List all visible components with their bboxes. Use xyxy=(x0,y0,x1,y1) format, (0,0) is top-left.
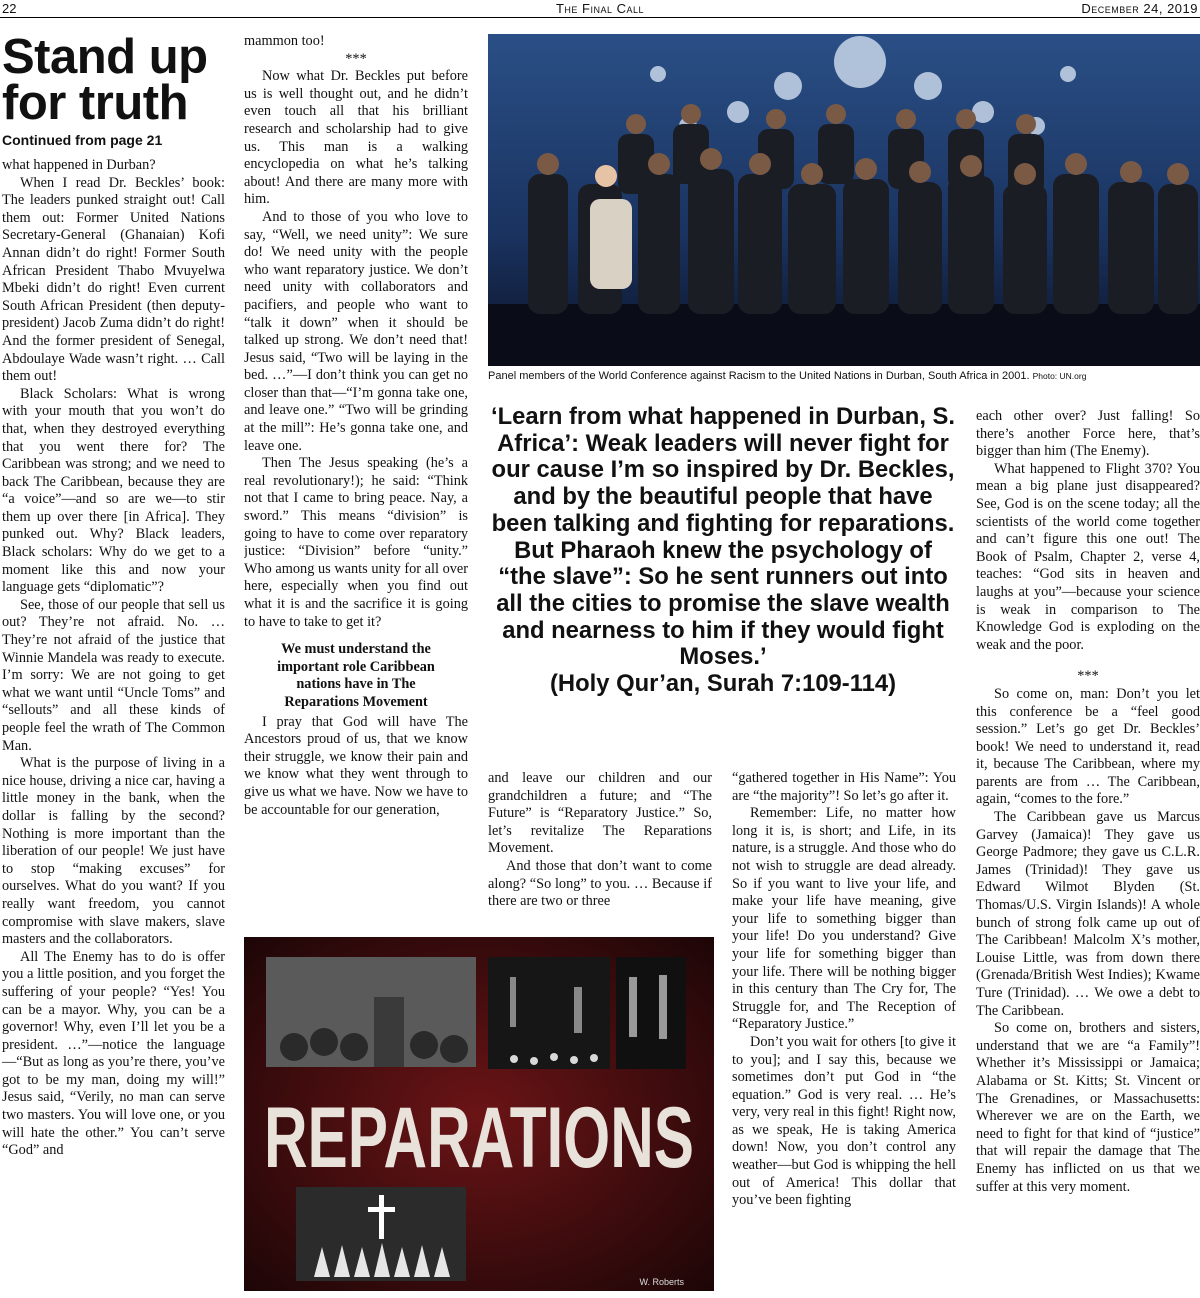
paragraph: Then The Jesus speaking (he’s a real revolutionary!); he said: “Think not that I came to bring peace. Nay, a sword.” This means “division” is going to have to come over reparatory justice: “Division” before “unity.” Who among us wants unity for all over here, especially when you find out what it is and the sacrifice it is going to have to take to get it? xyxy=(244,455,468,630)
caption-text: Panel members of the World Conference against Racism to the United Nations in Durban, South Africa in 2001. xyxy=(488,370,1030,382)
photo-credit: Photo: UN.org xyxy=(1032,371,1087,381)
pull-quote xyxy=(488,404,958,698)
subheading: We must understand the important role Caribbean nations have in The Reparations Movement xyxy=(277,641,435,710)
pull-quote-source: (Holy Qur’an, Surah 7:109-114) xyxy=(549,670,897,698)
section-break: *** xyxy=(1077,668,1099,685)
paragraph: Now what Dr. Beckles put before us is well thought out, and he didn’t even touch all that his brilliant research and scholarship had to give us. This man is a walking encyclopedia on what he’s talking about! And there are many more with him. xyxy=(244,68,468,208)
headline-line-2: for truth xyxy=(2,76,188,130)
paragraph: mammon too! xyxy=(244,33,325,49)
paragraph: each other over? Just falling! So there’s another Force here, that’s bigger than him (The Enemy). xyxy=(976,408,1200,460)
paragraph: Remember: Life, no matter how long it is, is short; and Life, in its nature, is a struggle. And those who do not wish to struggle are dead already. So if you want to live your life, and make your life have meaning, give your life to something bigger than your life! Do you understand? Give your life for something bigger than your life. There will be nothing bigger in this century than The Cry for, The Struggle for, and The Reception of “Reparatory Justice.” xyxy=(732,805,956,1033)
issue-date: December 24, 2019 xyxy=(1081,1,1198,16)
page-number: 22 xyxy=(2,1,17,16)
paragraph: What is the purpose of living in a nice house, driving a nice car, having a little money in the bank, when the dollar is falling by the second? Nothing is more important than the liberation of our people! We just have to stop “making excuses” for ourselves. What do you want? If you really want freedom, you cannot compromise with slave makers, slave masters and the collaborators. xyxy=(2,755,225,948)
paragraph: When I read Dr. Beckles’ book: The leaders punked straight out! Call them out: Former United Nations Secretary-General (Ghanaian) Kofi Annan didn’t do right! Former South African President Thabo Mvuyelwa Mbeki didn’t do right! Even current South African President (then deputy-president) Jacob Zuma didn’t do right! And the former president of Senegal, Abdoulaye Wade wasn’t right. … Call them out! xyxy=(2,174,225,385)
paragraph: All The Enemy has to do is offer you a little position, and you forget the suffering of your people? “Yes! You can be a mayor. Why, you can be a governor! Why, even I’ll let you be a president. …”—notice the language—“But as long as you’re there, you’ve got to be my man, doing my will!” Jesus said, “Verily, no man can serve two masters. You will love one, or you will hate the other.” You can’t serve “God” and xyxy=(2,948,225,1159)
article-column-3 xyxy=(488,770,712,922)
paragraph: Don’t you wait for others [to give it to you]; and I say this, because we sometimes don’t put God in “the equation.” God is very real. … He’s very, very real in this fight! Right now, as we speak, He is taking America down! Now, you don’t control any weather—but God is whipping the hell out of America! This dollar that you’ve been fighting xyxy=(732,1033,956,1209)
paragraph: So come on, brothers and sisters, understand that we are “a Family”! Whether it’s Mississippi or Jamaica; Alabama or St. Kitts; St. Vincent or The Grenadines, or Massachusetts: Wherever we are on the Earth, we need to fight for that kind of “justice” that will repair the damage that The Enemy has inflicted on us that we suffer at this very moment. xyxy=(976,1020,1200,1195)
paragraph: and leave our children and our grandchildren a future; and “The Future” is “Reparatory Justice.” So, let’s revitalize The Reparations Movement. xyxy=(488,770,712,857)
graphic-credit: W. Roberts xyxy=(639,1277,684,1287)
paragraph: what happened in Durban? xyxy=(2,157,156,173)
publication-name: The Final Call xyxy=(555,1,645,16)
continued-from: Continued from page 21 xyxy=(2,132,163,148)
headline xyxy=(2,30,238,130)
photo-caption xyxy=(488,370,1200,383)
headline-line-1: Stand up xyxy=(2,30,208,84)
reparations-graphic xyxy=(244,937,714,1291)
article-column-2 xyxy=(244,33,468,923)
article-column-5 xyxy=(976,408,1200,1298)
paragraph: The Caribbean gave us Marcus Garvey (Jamaica)! They gave us George Padmore; they gave us C.L.R. James (Trinidad)! They gave us Edward Wilmot Blyden (St. Thomas/U.S. Virgin Islands)! A whole bunch of strong folk came up out of The Caribbean! Malcolm X’s mother, Louise Little, was from down there (Grenada/British West Indies); Kwame Ture (Trinidad). … We owe a debt to The Caribbean. xyxy=(976,809,1200,1019)
paragraph: “gathered together in His Name”: You are “the majority”! So let’s go after it. xyxy=(732,770,956,804)
page-header xyxy=(0,0,1200,18)
paragraph: What happened to Flight 370? You mean a big plane just disappeared? See, God is on the scene today; all the scientists of the world come together and can’t figure this one out! The Book of Psalm, Chapter 2, verse 4, teaches: “God sits in heaven and laughs at you”—because your science is weak in comparison to The Knowledge God is exploding on the weak and the poor. xyxy=(976,460,1200,653)
article-column-4 xyxy=(732,770,956,1298)
paragraph: Black Scholars: What is wrong with your mouth that you won’t do that, when they destroyed everything that you went there for? The Caribbean was strong; and we need to back The Caribbean, because they are “a voice”—and so are we—to stir them up over there [in Africa]. They punked out. Why? Black leaders, Black scholars: Why do we get to a moment like this and now your language gets “diplomatic”? xyxy=(2,385,225,596)
paragraph: And those that don’t want to come along? “So long” to you. … Because if there are two or three xyxy=(488,857,712,910)
paragraph: So come on, man: Don’t you let this conference be a “feel good session.” Let’s go get Dr. Beckles’ book! We need to understand it, read it, because The Caribbean, where my parents are from … The Caribbean, again, “comes to the fore.” xyxy=(976,685,1200,808)
article-column-1 xyxy=(2,157,225,1297)
reparations-title: REPARATIONS xyxy=(264,1090,694,1186)
section-break: *** xyxy=(345,50,367,67)
paragraph: And to those of you who love to say, “Well, we need unity”: We sure do! We need unity with the people who want reparatory justice. We don’t need unity with collaborators and pacifiers, and people who want to “talk it down” when it should be talked up strong. We don’t need that! Jesus said, “Two will be laying in the bed. …”—I don’t think you can get no closer than that—“I’m gonna take one, and leave one.” “Two will be grinding at the mill”: He’s gonna take one, and leave one. xyxy=(244,208,468,454)
paragraph: See, those of our people that sell us out? They’re not afraid. No. … They’re not afraid of the justice that Winnie Mandela was ready to execute. I’m sorry: We are not going to get what we want until “Uncle Toms” and “sellouts” and all these kinds of people feel the wrath of The Common Man. xyxy=(2,596,225,754)
conference-photo xyxy=(488,34,1200,366)
pull-quote-text: ‘Learn from what happened in Durban, S. Africa’: Weak leaders will never fight for our cause I’m so inspired by Dr. Beckles, and by the beautiful people that have been talking and fighting for reparations. But Pharaoh knew the psychology of “the slave”: So he sent runners out into all the cities to promise the slave wealth and nearness to him if they would fight Moses.’ xyxy=(490,403,956,671)
paragraph: I pray that God will have The Ancestors proud of us, that we know their struggle, we know their pain and we know what they went through to give us what we have. Now we have to be accountable for our generation, xyxy=(244,713,468,818)
